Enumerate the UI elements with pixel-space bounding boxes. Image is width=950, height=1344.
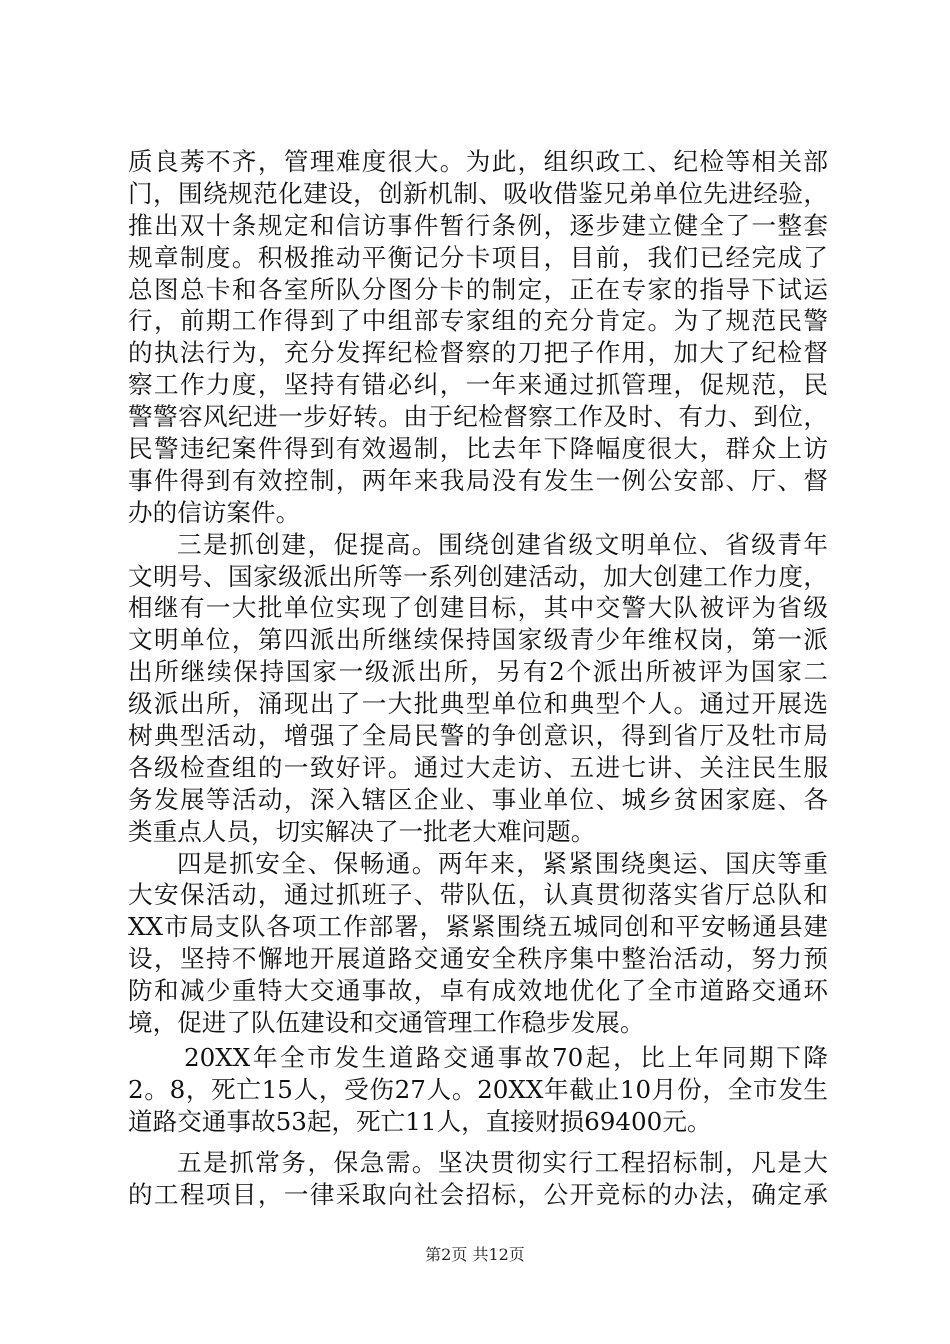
paragraph-statistics <box>128 1042 828 1138</box>
text-line: 出所继续保持国家一级派出所，另有2个派出所被评为国家二 <box>128 657 828 687</box>
text-line: 三是抓创建，促提高。围绕创建省级文明单位、省级青年 <box>177 529 828 559</box>
text-line: 树典型活动，增强了全局民警的争创意识，得到省厅及牡市局 <box>128 721 828 751</box>
text-line: 2。8，死亡15人，受伤27人。20XX年截止10月份，全市发生 <box>128 1074 828 1104</box>
text-line: 道路交通事故53起，死亡11人，直接财损69400元。 <box>128 1106 712 1136</box>
text-line: 防和减少重特大交通事故，卓有成效地优化了全市道路交通环 <box>128 976 828 1006</box>
paragraph-safety <box>128 848 828 1039</box>
text-line: 四是抓安全、保畅通。两年来，紧紧围绕奥运、国庆等重 <box>177 848 828 878</box>
text-line: 质良莠不齐，管理难度很大。为此，组织政工、纪检等相关部 <box>128 147 828 176</box>
text-line: 设，坚持不懈地开展道路交通安全秩序集中整治活动，努力预 <box>128 944 828 974</box>
text-line: 20XX年全市发生道路交通事故70起，比上年同期下降 <box>184 1042 828 1072</box>
paragraph-continuation <box>128 146 828 529</box>
paragraph-creation <box>128 529 828 848</box>
text-line: 事件得到有效控制，两年来我局没有发生一例公安部、厅、督 <box>128 465 828 495</box>
text-line: 大安保活动，通过抓班子、带队伍，认真贯彻落实省厅总队和 <box>128 880 828 910</box>
text-line: 的工程项目，一律采取向社会招标，公开竞标的办法，确定承 <box>128 1179 828 1209</box>
text-line: 行，前期工作得到了中组部专家组的充分肯定。为了规范民警 <box>128 306 828 336</box>
text-line: 相继有一大批单位实现了创建目标，其中交警大队被评为省级 <box>128 593 828 623</box>
text-line: 办的信访案件。 <box>128 497 301 527</box>
text-line: 规章制度。积极推动平衡记分卡项目，目前，我们已经完成了 <box>128 242 828 272</box>
text-line: 察工作力度，坚持有错必纠，一年来通过抓管理，促规范，民 <box>128 370 828 400</box>
text-line: 各级检查组的一致好评。通过大走访、五进七讲、关注民生服 <box>128 752 828 782</box>
page-number-footer: 第2页 共12页 <box>425 1245 525 1264</box>
paragraph-routine <box>128 1147 828 1211</box>
text-line: 推出双十条规定和信访事件暂行条例，逐步建立健全了一整套 <box>128 210 828 240</box>
text-line: 门，围绕规范化建设，创新机制、吸收借鉴兄弟单位先进经验， <box>128 178 828 208</box>
text-line: 警警容风纪进一步好转。由于纪检督察工作及时、有力、到位， <box>128 402 828 432</box>
text-line: 级派出所，涌现出了一大批典型单位和典型个人。通过开展选 <box>128 689 828 719</box>
text-line: 务发展等活动，深入辖区企业、事业单位、城乡贫困家庭、各 <box>128 784 828 814</box>
text-line: 文明号、国家级派出所等一系列创建活动，加大创建工作力度， <box>128 561 828 591</box>
text-line: 文明单位，第四派出所继续保持国家级青少年维权岗，第一派 <box>128 625 828 655</box>
text-line: 类重点人员，切实解决了一批老大难问题。 <box>128 816 596 846</box>
text-line: 五是抓常务，保急需。坚决贯彻实行工程招标制，凡是大 <box>177 1147 828 1177</box>
text-line: 的执法行为，充分发挥纪检督察的刀把子作用，加大了纪检督 <box>128 338 828 368</box>
text-line: 民警违纪案件得到有效遏制，比去年下降幅度很大，群众上访 <box>128 434 828 464</box>
text-line: XX市局支队各项工作部署，紧紧围绕五城同创和平安畅通县建 <box>128 912 828 942</box>
document-body <box>128 146 828 1210</box>
text-line: 境，促进了队伍建设和交通管理工作稳步发展。 <box>128 1008 645 1038</box>
text-line: 总图总卡和各室所队分图分卡的制定，正在专家的指导下试运 <box>128 274 828 304</box>
